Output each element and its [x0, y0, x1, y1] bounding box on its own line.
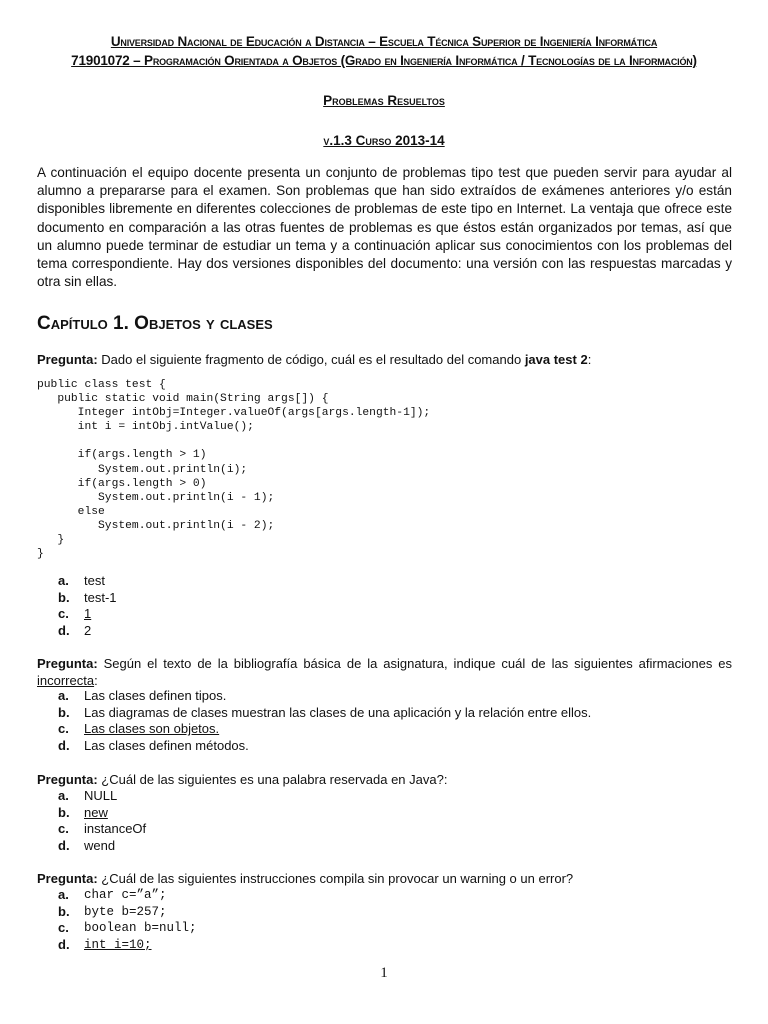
question-text: ¿Cuál de las siguientes instrucciones compila sin provocar un warning o un error?: [101, 871, 574, 886]
question-tail: :: [94, 673, 98, 688]
option-c: c. 1: [58, 606, 92, 621]
option-c: c. Las clases son objetos.: [58, 721, 220, 736]
option-d: d. 2: [58, 622, 92, 638]
intro-paragraph: A continuación el equipo docente presenta un conjunto de problemas tipo test que pueden servir para ayudar al alumno a prepararse para el examen. Son problemas que han sido extraídos de exámenes anteriores y/o están disponibles libremente en diferentes colecciones de problemas de este tipo en Internet. La ventaja que ofrece este documento en comparación a las otras fuentes de problemas es que éstos están organizados por temas, así que un alumno puede terminar de estudiar un tema y a continuación aplicar sus conocimientos con los problemas del tema correspondiente. Hay dos versiones disponibles del documento: una versión con las respuestas marcadas y otra sin ellas.: [37, 165, 732, 290]
question-2: [37, 655, 732, 689]
chapter-heading: Capítulo 1. Objetos y clases: [37, 313, 273, 334]
question-1: [37, 351, 732, 368]
option-a: a. test: [58, 573, 105, 588]
document-title: Problemas Resueltos: [323, 93, 445, 108]
question-label: Pregunta:: [37, 871, 98, 886]
question-tail: :: [587, 352, 592, 367]
option-d: d. Las clases definen métodos.: [58, 737, 249, 753]
version-label: v.1.3 Curso 2013-14: [323, 133, 445, 148]
question-1-options: [58, 573, 117, 639]
question-emphasis: incorrecta: [37, 673, 95, 688]
option-d: d. int i=10;: [58, 936, 152, 952]
question-text: Dado el siguiente fragmento de código, cuál es el resultado del comando: [101, 352, 522, 367]
question-label: Pregunta:: [37, 656, 98, 671]
option-a: a. char c=”a”;: [58, 887, 167, 902]
question-4: [37, 870, 732, 887]
option-a: a. Las clases definen tipos.: [58, 688, 227, 703]
option-b: b. Las diagramas de clases muestran las clases de una aplicación y la relación entre ellos.: [58, 704, 592, 720]
option-b: b. new: [58, 804, 108, 820]
course-header: 71901072 – Programación Orientada a Objetos (Grado en Ingeniería Informática / Tecnologías de la Información): [71, 53, 697, 68]
code-snippet: public class test { public static void main(String args[]) { Integer intObj=Integer.valueOf(args[args.length-1]); int i = intObj.intValue(); if(args.length > 1) System.out.println(i); if(args.length > 0) System.out.println(i - 1); else System.out.println(i - 2); } }: [37, 379, 431, 561]
question-text: ¿Cuál de las siguientes es una palabra reservada en Java?:: [101, 772, 448, 787]
question-label: Pregunta:: [37, 352, 98, 367]
question-4-options: [58, 887, 197, 953]
question-text: Según el texto de la bibliografía básica de la asignatura, indique cuál de las siguientes afirmaciones es: [103, 656, 732, 671]
option-b: b. byte b=257;: [58, 903, 167, 919]
option-c: c. instanceOf: [58, 821, 147, 836]
question-command: java test 2: [524, 352, 588, 367]
question-2-options: [58, 688, 591, 754]
option-c: c. boolean b=null;: [58, 920, 197, 935]
question-label: Pregunta:: [37, 772, 98, 787]
university-header: Universidad Nacional de Educación a Distancia – Escuela Técnica Superior de Ingeniería Informática: [110, 34, 658, 49]
option-d: d. wend: [58, 837, 116, 853]
option-a: a. NULL: [58, 788, 118, 803]
page-number: 1: [380, 965, 388, 981]
option-b: b. test-1: [58, 589, 117, 605]
question-3: [37, 771, 732, 788]
question-3-options: [58, 788, 146, 854]
